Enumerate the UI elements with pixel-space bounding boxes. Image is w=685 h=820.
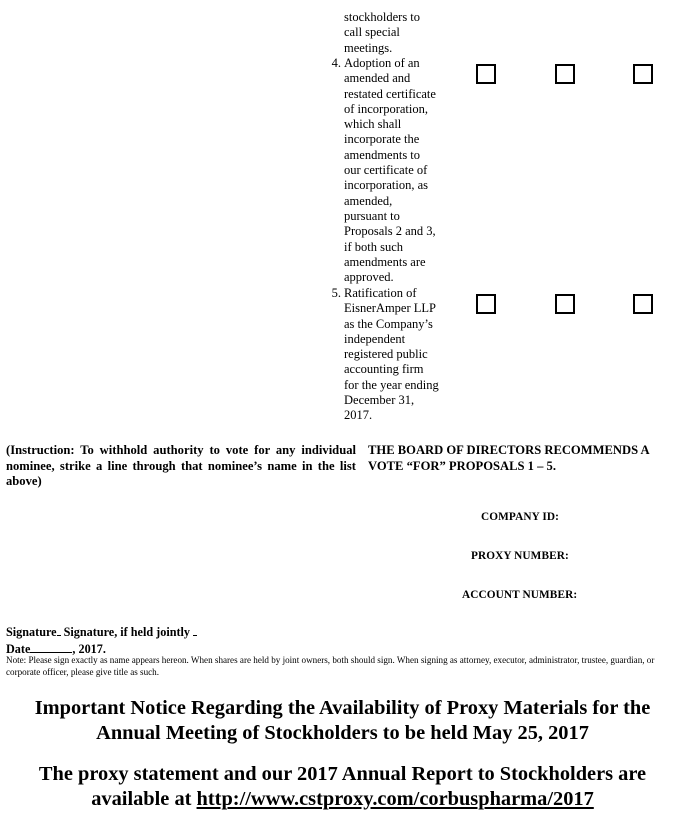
signature-line[interactable] <box>57 623 61 636</box>
proxy-number-label: PROXY NUMBER: <box>471 550 569 562</box>
proposal-4-for-checkbox[interactable] <box>476 64 496 84</box>
proposal-5 <box>326 286 456 424</box>
proposal-4-against-checkbox[interactable] <box>555 64 575 84</box>
account-number-label: ACCOUNT NUMBER: <box>462 589 578 601</box>
joint-signature-label: Signature, if held jointly <box>63 625 191 639</box>
notice-heading <box>0 696 685 745</box>
proposal-5-against-checkbox[interactable] <box>555 294 575 314</box>
signature-block <box>6 623 197 657</box>
signing-note: Note: Please sign exactly as name appears hereon. When shares are held by joint owners, both should sign. When signing as attorney, executor, administrator, trustee, guardian, or corporate officer, please give title as such. <box>6 655 655 677</box>
notice-statement-line1: The proxy statement and our 2017 Annual Report to Stockholders are <box>38 763 647 785</box>
proxy-materials-link[interactable]: http://www.cstproxy.com/corbuspharma/2017 <box>196 787 594 810</box>
date-year: , 2017. <box>72 642 106 656</box>
proposal-3-continued <box>326 10 456 56</box>
notice-statement-prefix: available at <box>91 787 197 810</box>
joint-signature-line[interactable] <box>193 623 197 636</box>
proposal-number: 5. <box>331 286 341 300</box>
notice-statement <box>0 762 685 811</box>
notice-heading-line1: Important Notice Regarding the Availability of Proxy Materials for the <box>34 697 651 719</box>
proposal-4 <box>326 56 456 285</box>
proposal-5-abstain-checkbox[interactable] <box>633 294 653 314</box>
proposal-number: 4. <box>331 56 341 70</box>
proposal-number <box>326 10 344 56</box>
date-line[interactable] <box>30 640 72 653</box>
proposal-text: stockholders to call special meetings. <box>344 10 421 55</box>
notice-heading-line2: Annual Meeting of Stockholders to be held May 25, 2017 <box>96 721 589 744</box>
withhold-instruction: (Instruction: To withhold authority to vote for any individual nominee, strike a line through that nominee’s name in the list above) <box>6 443 356 488</box>
signature-label: Signature <box>6 625 57 639</box>
proposal-text: Ratification of EisnerAmper LLP as the Company’s independent registered public accounting firm for the year ending December 31, 2017. <box>344 286 439 423</box>
board-recommendation: THE BOARD OF DIRECTORS RECOMMENDS A VOTE “FOR” PROPOSALS 1 – 5. <box>368 443 649 473</box>
date-label: Date <box>6 642 31 656</box>
company-id-label: COMPANY ID: <box>481 511 559 523</box>
proposal-4-abstain-checkbox[interactable] <box>633 64 653 84</box>
proposal-5-for-checkbox[interactable] <box>476 294 496 314</box>
proposal-text: Adoption of an amended and restated certificate of incorporation, which shall incorporate the amendments to our certificate of incorporation, as amended, pursuant to Proposals 2 and 3, if both such amendments are approved. <box>344 56 436 285</box>
